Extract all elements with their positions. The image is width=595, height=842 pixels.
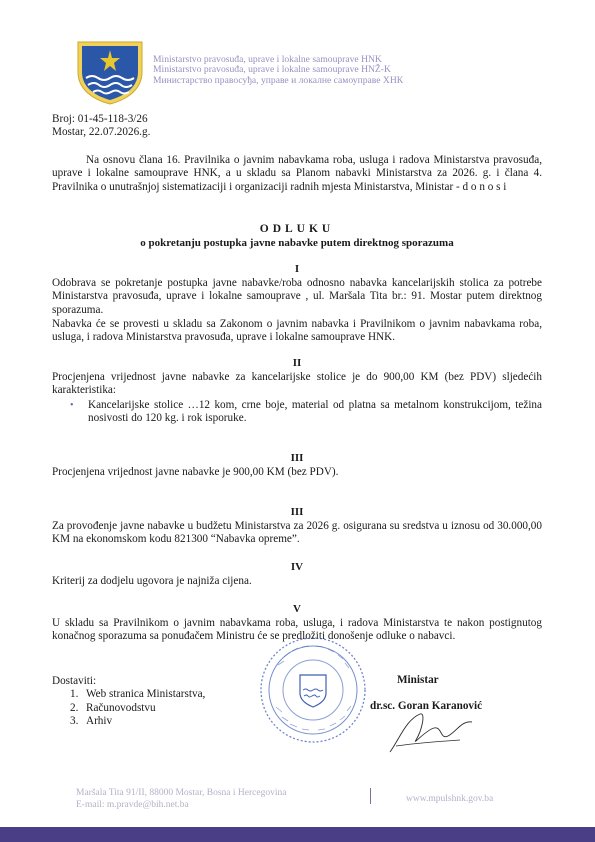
official-stamp-icon xyxy=(258,635,368,745)
section-numeral: III xyxy=(290,506,304,518)
footer-bar xyxy=(0,827,595,842)
list-item: 2. Računovodstvu xyxy=(70,701,156,714)
footer-email[interactable]: E-mail: m.pravde@bih.net.ba xyxy=(76,800,189,810)
distribution-list xyxy=(52,688,205,728)
footer-divider xyxy=(370,788,371,804)
footer-address-block xyxy=(76,787,286,811)
section-paragraph: Kriterij za dodjelu ugovora je najniža cijena. xyxy=(52,575,252,587)
coat-of-arms-icon xyxy=(74,38,146,106)
minister-name: dr.sc. Goran Karanović xyxy=(370,700,483,712)
ministry-line-2: Ministarstvo pravosuđa, uprave i lokalne samouprave HNŽ-K xyxy=(153,64,391,76)
section-numeral: V xyxy=(293,603,301,615)
list-item: 1. Web stranica Ministarstva, xyxy=(70,688,206,701)
footer-address: Maršala Tita 91/II, 88000 Mostar, Bosna i Hercegovina xyxy=(76,788,287,798)
section-numeral: II xyxy=(292,357,302,369)
reference-block xyxy=(52,113,150,140)
intro-paragraph: Na osnovu člana 16. Pravilnika o javnim nabavkama roba, usluga i radova Ministarstva pravosuđa, uprave i lokalne samouprave HNK, a u skladu sa Planom nabavki Ministarstva za 2026. g. i člana 4. Pravilnika o unutrašnjoj sistematizaciji i organizaciji radnih mjesta Ministarstva, Ministar - d o n o s i xyxy=(52,154,542,193)
list-item: 3. Arhiv xyxy=(70,715,113,728)
section-numeral: III xyxy=(290,452,304,464)
distribution-block xyxy=(52,675,205,729)
section-numeral: IV xyxy=(290,561,304,573)
list-item-text: Kancelarijske stolice …12 kom, crne boje, material od platna sa metalnom konstrukcijom, težina nosivosti do 120 kg. i rok isporuke. xyxy=(88,399,542,425)
section-paragraph: Procjenjena vrijednost javne nabavke za kancelarijske stolice je do 900,00 KM (bez PDV) sljedećih karakteristika: xyxy=(52,371,542,397)
place-date: Mostar, 22.07.2026.g. xyxy=(52,126,151,139)
footer-website[interactable]: www.mpulshnk.gov.ba xyxy=(406,794,494,804)
ministry-line-1: Ministarstvo pravosuđa, uprave i lokalne samouprave HNK xyxy=(153,54,382,65)
list-item xyxy=(52,399,542,426)
reference-number: Broj: 01-45-118-3/26 xyxy=(52,113,148,125)
bullet-icon: • xyxy=(70,400,74,411)
decision-title: ODLUKU xyxy=(259,223,335,235)
section-paragraph: Procjenjena vrijednost javne nabavke je 900,00 KM (bez PDV). xyxy=(52,466,339,478)
ministry-header xyxy=(153,55,403,86)
section-paragraph: U skladu sa Pravilnikom o javnim nabavkama roba, usluga, i radova Ministarstva te nakon postignutog konačnog sporazuma sa ponuđačem Ministru će se predložiti donošenje odluke o nabavci. xyxy=(52,617,542,643)
section-numeral: I xyxy=(294,263,300,275)
decision-subtitle: o pokretanju postupka javne nabavke putem direktnog sporazuma xyxy=(140,237,454,249)
ministry-line-3: Министарство правосуђа, управе и локалне самоуправе ХНК xyxy=(153,74,404,86)
section-paragraph: Nabavka će se provesti u skladu sa Zakonom o javnim nabavka i Pravilnikom o javnim nabavkama roba, usluga, i radova Ministarstva pravosuđa, uprave i lokalne samouprave HNK. xyxy=(52,318,542,344)
minister-title: Ministar xyxy=(397,674,439,686)
characteristics-list xyxy=(52,399,542,426)
section-paragraph: Za provođenje javne nabavke u budžetu Ministarstva za 2026 g. osigurana su sredstva u iznosu od 30.000,00 KM na ekonomskom kodu 821300 “Nabavka opreme”. xyxy=(52,520,542,546)
section-paragraph: Odobrava se pokretanje postupka javne nabavke/roba odnosno nabavka kancelarijskih stolica za potrebe Ministarstva pravosuđa, uprave i lokalne samouprave , ul. Maršala Tita br.: 91. Mostar putem direktnog sporazuma. xyxy=(52,277,542,316)
distribution-label: Dostaviti: xyxy=(52,675,97,687)
